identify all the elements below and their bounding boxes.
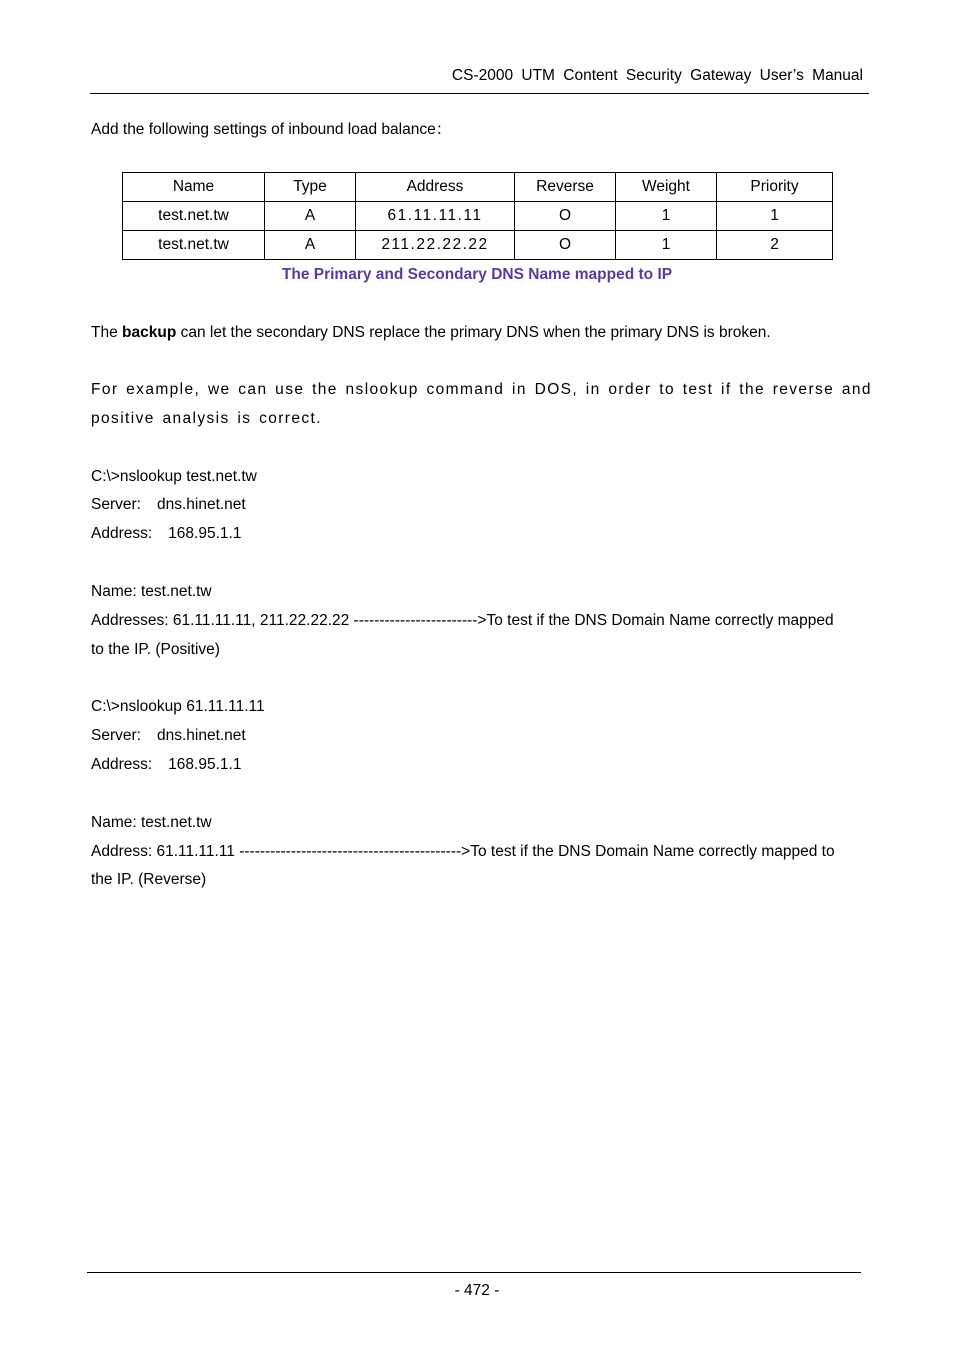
table-cell: 211.22.22.22 (356, 231, 515, 260)
result-line-2: to the IP. (Positive) (91, 641, 220, 658)
table-caption: The Primary and Secondary DNS Name mapped to IP (281, 266, 673, 283)
backup-keyword: backup (122, 324, 177, 341)
column-header: Weight (616, 173, 717, 202)
address-value: 168.95.1.1 (168, 525, 242, 542)
table-cell: test.net.tw (123, 202, 265, 231)
result-line-1: Addresses: 61.11.11.11, 211.22.22.22 ------------------------>To test if the DNS Domain Name correctly mapped (91, 612, 834, 629)
header-rule (90, 93, 869, 94)
table-header-row (123, 173, 833, 202)
server-line (91, 496, 246, 514)
address-label: Address: (91, 756, 153, 773)
footer-rule (87, 1272, 861, 1273)
backup-paragraph (91, 324, 771, 342)
header-title: CS-2000 UTM Content Security Gateway User’s Manual (451, 67, 863, 84)
name-line: Name: test.net.tw (91, 583, 212, 600)
command-line: C:\>nslookup 61.11.11.11 (91, 698, 265, 715)
column-header: Priority (717, 173, 833, 202)
server-label: Server: (91, 496, 141, 513)
server-value: dns.hinet.net (156, 496, 246, 513)
column-header: Address (356, 173, 515, 202)
address-value: 168.95.1.1 (168, 756, 242, 773)
dns-settings-table (122, 172, 833, 260)
address-line (91, 756, 241, 774)
column-header: Reverse (515, 173, 616, 202)
column-header: Name (123, 173, 265, 202)
table-cell: 2 (717, 231, 833, 260)
server-label: Server: (91, 727, 141, 744)
table-cell: 1 (616, 231, 717, 260)
address-line (91, 525, 241, 543)
example-line-1: For example, we can use the nslookup command in DOS, in order to test if the reverse and (91, 381, 872, 398)
table-cell: A (265, 231, 356, 260)
table-row (123, 231, 833, 260)
table-row (123, 202, 833, 231)
page-number: - 472 - (454, 1282, 500, 1299)
table-cell: 1 (616, 202, 717, 231)
backup-text-after: can let the secondary DNS replace the primary DNS when the primary DNS is broken. (176, 324, 771, 341)
column-header: Type (265, 173, 356, 202)
example-line-2: positive analysis is correct. (91, 410, 322, 427)
table-cell: test.net.tw (123, 231, 265, 260)
backup-text-before: The (91, 324, 123, 341)
server-line (91, 727, 246, 745)
address-label: Address: (91, 525, 153, 542)
result-line-2: the IP. (Reverse) (91, 871, 207, 888)
table-cell: O (515, 231, 616, 260)
name-line: Name: test.net.tw (91, 814, 212, 831)
server-value: dns.hinet.net (156, 727, 246, 744)
table-cell: 61.11.11.11 (356, 202, 515, 231)
table-cell: A (265, 202, 356, 231)
table-cell: 1 (717, 202, 833, 231)
command-line: C:\>nslookup test.net.tw (91, 468, 257, 485)
intro-text: Add the following settings of inbound load balance： (91, 121, 452, 138)
table-cell: O (515, 202, 616, 231)
result-line-1: Address: 61.11.11.11 ------------------------------------------->To test if the DNS Domain Name correctly mapped to (91, 843, 835, 860)
